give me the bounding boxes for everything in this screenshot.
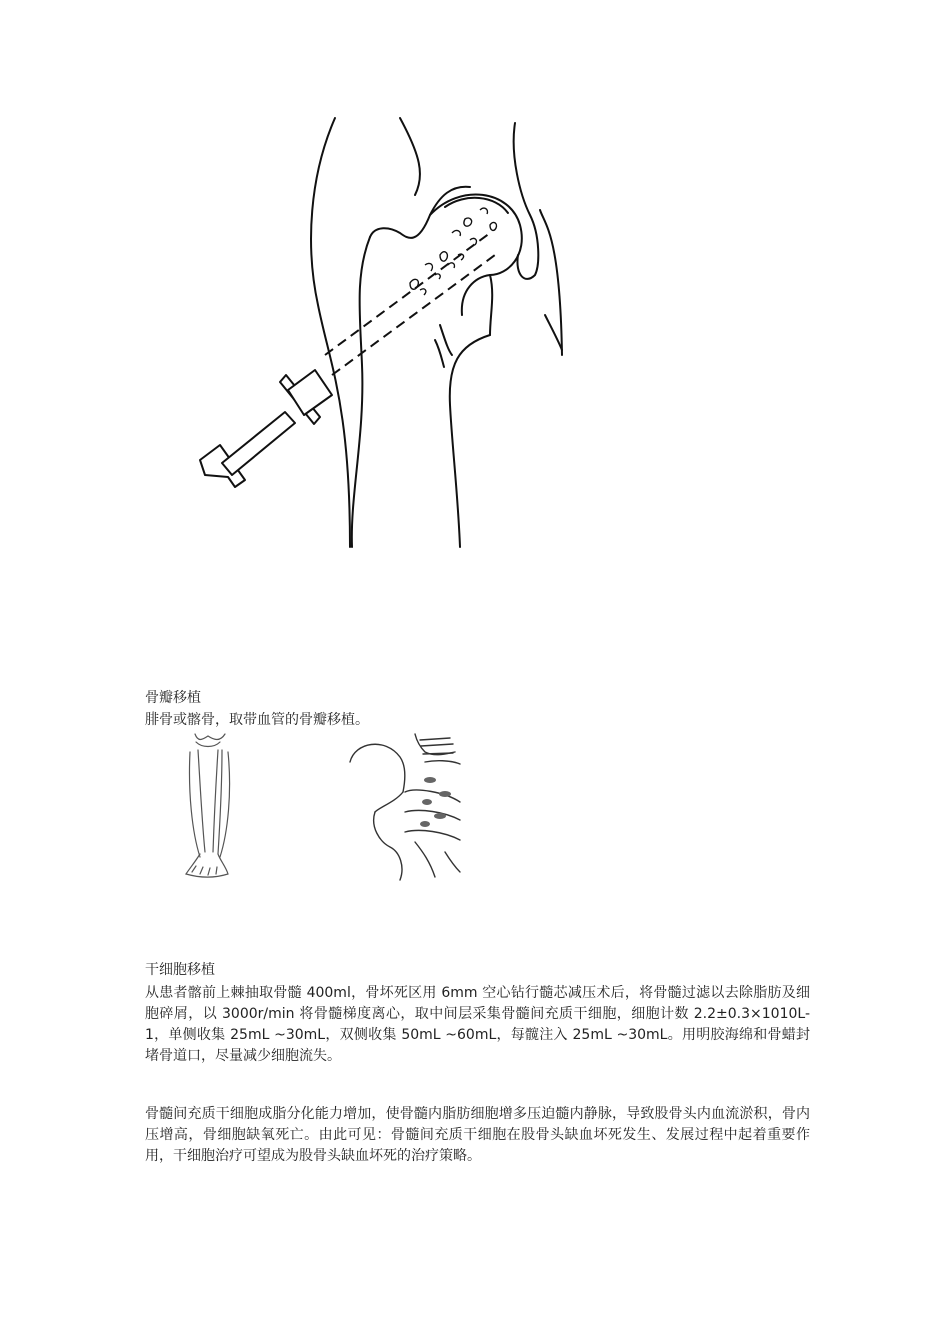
- pelvis-ilium-illustration: [345, 732, 465, 882]
- bone-flap-heading: 骨瓣移植: [145, 690, 201, 706]
- leg-fibula-illustration: [180, 732, 240, 882]
- conclusion-text: 骨髓间充质干细胞成脂分化能力增加，使骨髓内脂肪细胞增多压迫髓内静脉，导致股骨头内血流淤积，骨内压增高，骨细胞缺氧死亡。由此可见：骨髓间充质干细胞在股骨头缺血坏死发生、发展过程中起着重要作用，干细胞治疗可望成为股骨头缺血坏死的治疗策略。: [145, 1106, 810, 1164]
- bone-flap-text: 腓骨或髂骨，取带血管的骨瓣移植。: [145, 712, 369, 728]
- femur-injection-illustration: [190, 115, 565, 550]
- stem-cell-heading: 干细胞移植: [145, 962, 215, 978]
- stem-cell-text: 从患者髂前上棘抽取骨髓 400ml，骨坏死区用 6mm 空心钻行髓芯减压术后，将骨髓过滤以去除脂肪及细胞碎屑，以 3000r/min 将骨髓梯度离心，取中间层采集骨髓间充质干细胞，细胞计数 2.2±0.3×1010L-1，单侧收集 25mL ~30mL，双侧收集 50mL ~60mL，每髋注入 25mL ~30mL。用明胶海绵和骨蜡封堵骨道口，尽量减少细胞流失。: [145, 985, 810, 1064]
